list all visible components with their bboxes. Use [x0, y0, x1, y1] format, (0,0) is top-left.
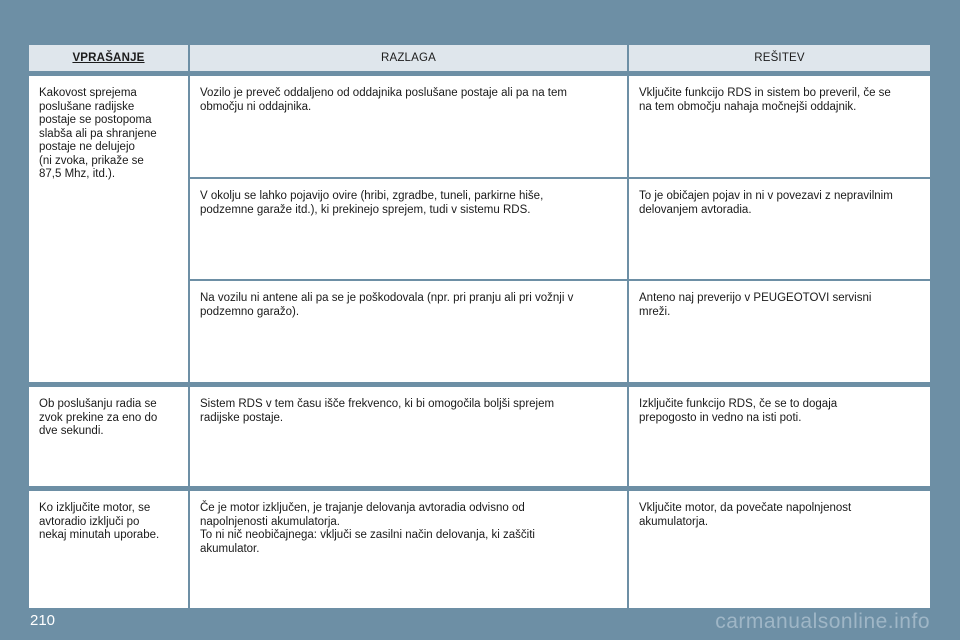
solution-cell-1: Vključite funkcijo RDS in sistem bo preveril, če se na tem območju nahaja močnejši oddajnik.: [629, 76, 930, 177]
header-solution: REŠITEV: [629, 45, 930, 71]
solution-cell-3: Anteno naj preverijo v PEUGEOTOVI servisni mreži.: [629, 281, 930, 382]
explanation-cell-5: Če je motor izključen, je trajanje delovanja avtoradia odvisno od napolnjenosti akumulatorja. To ni nič neobičajnega: vključi se zasilni način delovanja, ki zaščiti akumulator.: [190, 491, 627, 608]
question-cell-4: Ob poslušanju radia se zvok prekine za eno do dve sekundi.: [29, 387, 188, 486]
solution-cell-5: Vključite motor, da povečate napolnjenost akumulatorja.: [629, 491, 930, 608]
header-question: VPRAŠANJE: [29, 45, 188, 71]
explanation-cell-3: Na vozilu ni antene ali pa se je poškodovala (npr. pri pranju ali pri vožnji v podzemno garažo).: [190, 281, 627, 382]
explanation-cell-2: V okolju se lahko pojavijo ovire (hribi, zgradbe, tuneli, parkirne hiše, podzemne garaže itd.), ki prekinejo sprejem, tudi v sistemu RDS.: [190, 179, 627, 279]
explanation-cell-1: Vozilo je preveč oddaljeno od oddajnika poslušane postaje ali pa na tem območju ni oddajnika.: [190, 76, 627, 177]
solution-cell-4: Izključite funkcijo RDS, če se to dogaja prepogosto in vedno na isti poti.: [629, 387, 930, 486]
watermark-logo: carmanualsonline.info: [715, 610, 930, 633]
question-cell-5: Ko izključite motor, se avtoradio izključi po nekaj minutah uporabe.: [29, 491, 188, 608]
solution-cell-2: To je običajen pojav in ni v povezavi z nepravilnim delovanjem avtoradia.: [629, 179, 930, 279]
question-cell-1: Kakovost sprejema poslušane radijske postaje se postopoma slabša ali pa shranjene postaje ne delujejo (ni zvoka, prikaže se 87,5 Mhz, itd.).: [29, 76, 188, 382]
header-explanation: RAZLAGA: [190, 45, 627, 71]
explanation-cell-4: Sistem RDS v tem času išče frekvenco, ki bi omogočila boljši sprejem radijske postaje.: [190, 387, 627, 486]
page-number: 210: [30, 612, 56, 629]
